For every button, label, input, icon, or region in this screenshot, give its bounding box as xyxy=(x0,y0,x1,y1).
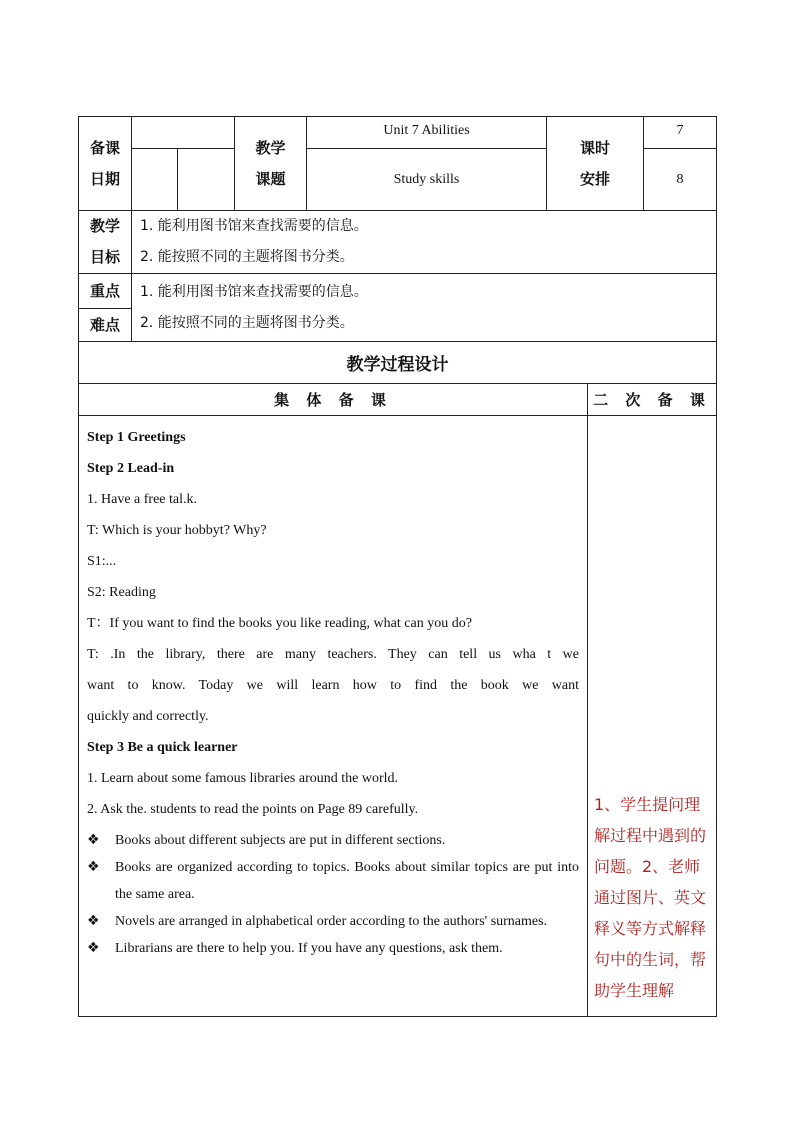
period-label-line2: 安排 xyxy=(580,169,611,188)
goal-item-1: 1. 能利用图书馆来查找需要的信息。 xyxy=(140,218,368,234)
process-line-library-1: T: .In the library, there are many teachers. They can tell us wha t we xyxy=(87,647,579,662)
goal-item-2: 2. 能按照不同的主题将图书分类。 xyxy=(140,249,354,265)
key-point-label: 重点 xyxy=(89,281,120,300)
list-item xyxy=(87,935,579,962)
key-point-item-2: 2. 能按照不同的主题将图书分类。 xyxy=(140,314,354,331)
period-total: 7 xyxy=(644,117,717,149)
period-current: 8 xyxy=(644,149,717,211)
prep-date-label-cell xyxy=(79,117,132,211)
diamond-bullet-icon: ❖ xyxy=(87,859,100,875)
goals-label-line1: 教学 xyxy=(89,217,120,235)
prep-date-blank-cell xyxy=(132,117,235,149)
step-3-heading: Step 3 Be a quick learner xyxy=(87,740,238,755)
lesson-plan-table xyxy=(78,116,717,1017)
list-item xyxy=(87,908,579,935)
bullet-text: Librarians are there to help you. If you have any questions, ask them. xyxy=(115,941,503,956)
bullet-text: Books are organized according to topics. Books about similar topics are put into the same area. xyxy=(115,860,579,902)
topic-label-cell xyxy=(235,117,307,211)
process-line-famous-libraries: 1. Learn about some famous libraries around the world. xyxy=(87,771,399,786)
topic-section: Study skills xyxy=(307,149,547,211)
library-rules-list xyxy=(87,827,579,962)
goals-content-cell xyxy=(132,211,717,274)
diamond-bullet-icon: ❖ xyxy=(87,913,100,929)
process-content-cell xyxy=(79,416,588,1017)
topic-unit: Unit 7 Abilities xyxy=(307,117,547,149)
diamond-bullet-icon: ❖ xyxy=(87,832,100,848)
process-line-teacher-question: T: Which is your hobbyt? Why? xyxy=(87,523,267,538)
prep-date-label-line1: 备课 xyxy=(89,138,120,157)
difficult-point-label: 难点 xyxy=(89,315,120,334)
bullet-text: Books about different subjects are put in different sections. xyxy=(115,833,446,848)
list-item xyxy=(87,854,579,908)
process-line-teacher-if: T：If you want to find the books you like reading, what can you do? xyxy=(87,616,472,631)
process-line-library-3: quickly and correctly. xyxy=(87,709,209,724)
diamond-bullet-icon: ❖ xyxy=(87,940,100,956)
collective-prep-heading: 集 体 备 课 xyxy=(79,384,588,416)
second-prep-notes: 1、学生提问理解过程中遇到的问题。2、老师通过图片、英文释义等方式解释句中的生词，帮助学生理解 xyxy=(594,795,707,1000)
prep-date-blank-cell-a xyxy=(132,149,178,211)
prep-date-blank-cell-b xyxy=(178,149,235,211)
process-title: 教学过程设计 xyxy=(79,342,717,384)
list-item xyxy=(87,827,579,854)
process-line-s2: S2: Reading xyxy=(87,585,156,600)
key-point-label-cell xyxy=(79,274,132,309)
goals-label-line2: 目标 xyxy=(89,248,120,266)
process-line-free-talk: 1. Have a free tal.k. xyxy=(87,492,197,507)
second-prep-heading: 二 次 备 课 xyxy=(588,384,717,416)
period-label-line1: 课时 xyxy=(580,138,611,157)
topic-label-line1: 教学 xyxy=(255,138,286,157)
step-1-heading: Step 1 Greetings xyxy=(87,430,186,445)
prep-date-label-line2: 日期 xyxy=(89,169,120,188)
process-line-read-points: 2. Ask the. students to read the points on Page 89 carefully. xyxy=(87,802,419,817)
key-point-item-1: 1. 能利用图书馆来查找需要的信息。 xyxy=(140,283,368,300)
process-line-library-2: want to know. Today we will learn how to find the book we want xyxy=(87,678,579,693)
step-2-heading: Step 2 Lead-in xyxy=(87,461,175,476)
period-label-cell xyxy=(547,117,644,211)
difficult-point-label-cell xyxy=(79,309,132,342)
second-prep-notes-cell xyxy=(588,416,717,1017)
process-line-s1: S1:... xyxy=(87,554,117,569)
goals-label-cell xyxy=(79,211,132,274)
key-points-content-cell xyxy=(132,274,717,342)
bullet-text: Novels are arranged in alphabetical order according to the authors' surnames. xyxy=(115,914,548,929)
topic-label-line2: 课题 xyxy=(255,169,286,188)
